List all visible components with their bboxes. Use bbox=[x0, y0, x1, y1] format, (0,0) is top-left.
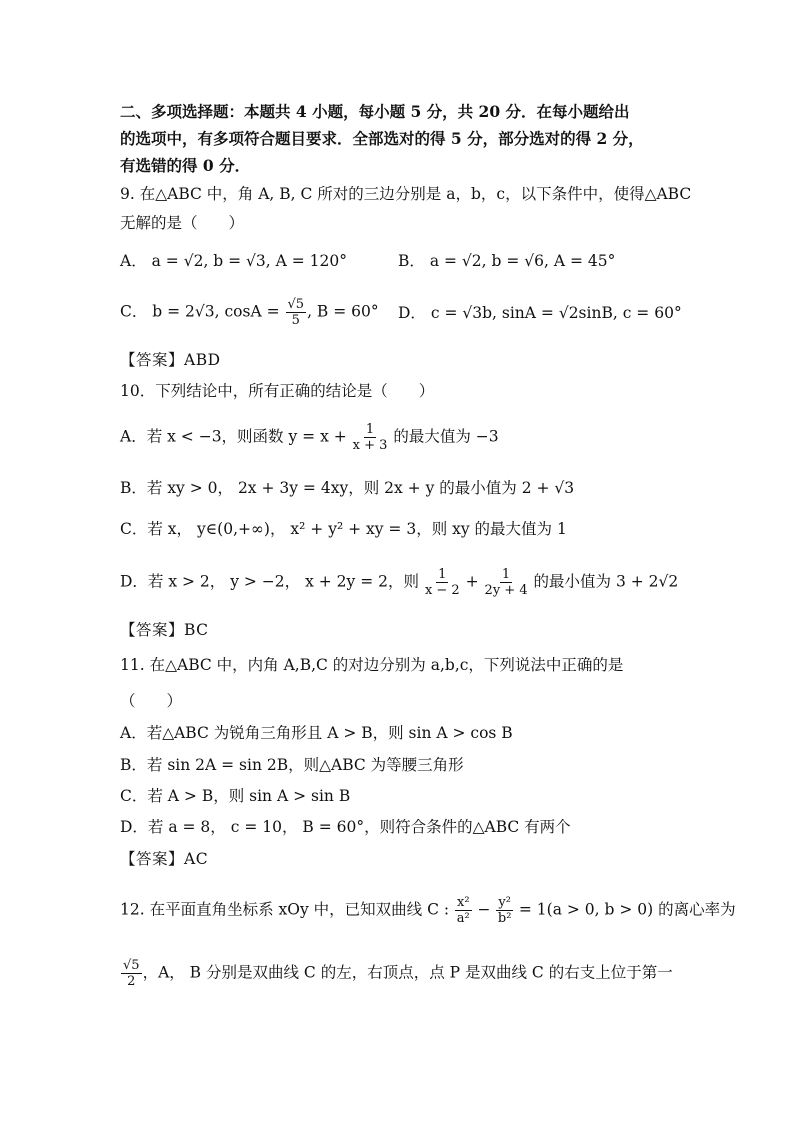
fraction-denominator: 2y + 4 bbox=[484, 583, 528, 598]
section-header-line-3: 有选错的得 0 分． bbox=[120, 156, 251, 175]
fraction-denominator: x − 2 bbox=[424, 583, 460, 598]
q9-stem-line-1: 9. 在△ABC 中，角 A, B, C 所对的三边分别是 a，b，c，以下条件中，使得△ABC bbox=[120, 185, 692, 203]
q10-option-d-fraction-2 bbox=[485, 567, 528, 598]
section-header-line-1: 二、多项选择题：本题共 4 小题，每小题 5 分，共 20 分．在每小题给出 bbox=[120, 102, 630, 121]
q9-option-c-fraction bbox=[286, 297, 307, 328]
q10-option-d-suffix: 的最小值为 3 + 2√2 bbox=[528, 572, 679, 591]
q9-option-b: B． a = √2, b = √6, A = 45° bbox=[398, 252, 616, 270]
q11-option-a: A．若△ABC 为锐角三角形且 A > B，则 sin A > cos B bbox=[120, 724, 513, 742]
q9-stem-line-2: 无解的是（ ） bbox=[120, 214, 245, 232]
q11-option-c: C．若 A > B，则 sin A > sin B bbox=[120, 787, 351, 805]
q11-option-b: B．若 sin 2A = sin 2B，则△ABC 为等腰三角形 bbox=[120, 756, 464, 774]
fraction-denominator: x + 3 bbox=[352, 438, 388, 453]
fraction-numerator: 1 bbox=[438, 567, 447, 582]
q11-answer: 【答案】AC bbox=[120, 850, 209, 868]
q10-option-d-fraction-1 bbox=[425, 567, 460, 598]
q12-fraction-x bbox=[455, 895, 472, 926]
q12-stem-line-2 bbox=[120, 958, 673, 989]
q9-option-c-suffix: , B = 60° bbox=[307, 302, 379, 321]
fraction-numerator: 1 bbox=[501, 567, 511, 582]
q10-option-a-prefix: A．若 x < −3，则函数 y = x + bbox=[120, 427, 352, 446]
q9-option-c bbox=[120, 297, 379, 328]
q10-option-d-prefix: D．若 x > 2， y > −2， x + 2y = 2，则 bbox=[120, 572, 424, 591]
q10-answer: 【答案】BC bbox=[120, 621, 209, 639]
q9-option-d: D． c = √3b, sinA = √2sinB, c = 60° bbox=[398, 304, 682, 322]
q12-stem-prefix: 12. 在平面直角坐标系 xOy 中，已知双曲线 C : bbox=[120, 900, 455, 919]
q12-fraction-y bbox=[496, 895, 513, 926]
fraction-denominator: 2 bbox=[127, 974, 136, 989]
fraction-denominator: a² bbox=[456, 911, 470, 926]
q9-answer: 【答案】ABD bbox=[120, 351, 221, 369]
fraction-numerator: y² bbox=[498, 895, 511, 910]
fraction-numerator: √5 bbox=[287, 297, 305, 312]
q12-eccentricity-fraction bbox=[121, 958, 142, 989]
fraction-numerator: √5 bbox=[123, 958, 140, 973]
section-header-line-2: 的选项中，有多项符合题目要求．全部选对的得 5 分，部分选对的得 2 分， bbox=[120, 129, 644, 148]
q10-option-b: B．若 xy > 0， 2x + 3y = 4xy，则 2x + y 的最小值为 2 + √3 bbox=[120, 479, 575, 497]
fraction-numerator: x² bbox=[457, 895, 470, 910]
q12-stem-line-1 bbox=[120, 895, 736, 926]
minus-sign: − bbox=[472, 900, 496, 919]
fraction-denominator: b² bbox=[497, 911, 512, 926]
q12-stem-suffix: = 1(a > 0, b > 0) 的离心率为 bbox=[513, 900, 736, 919]
q12-line-2-text: ，A， B 分别是双曲线 C 的左，右顶点，点 P 是双曲线 C 的右支上位于第一 bbox=[142, 963, 673, 982]
q10-option-d bbox=[120, 567, 678, 598]
q10-option-a bbox=[120, 422, 499, 453]
q9-option-c-prefix: C． b = 2√3, cosA = bbox=[120, 302, 285, 321]
q10-option-c: C．若 x， y∈(0,+∞)， x² + y² + xy = 3，则 xy 的最大值为 1 bbox=[120, 520, 567, 538]
q11-option-d: D．若 a = 8， c = 10， B = 60°，则符合条件的△ABC 有两个 bbox=[120, 818, 571, 836]
q11-stem-line-2: （ ） bbox=[120, 692, 183, 710]
q11-stem-line-1: 11. 在△ABC 中，内角 A,B,C 的对边分别为 a,b,c，下列说法中正确的是 bbox=[120, 656, 624, 674]
q10-option-a-suffix: 的最大值为 −3 bbox=[388, 427, 499, 446]
q10-stem: 10．下列结论中，所有正确的结论是（ ） bbox=[120, 382, 435, 400]
fraction-numerator: 1 bbox=[365, 422, 375, 437]
fraction-denominator: 5 bbox=[291, 313, 300, 328]
q10-option-a-fraction bbox=[353, 422, 388, 453]
q9-option-a: A． a = √2, b = √3, A = 120° bbox=[120, 252, 348, 270]
plus-sign: + bbox=[460, 572, 484, 591]
